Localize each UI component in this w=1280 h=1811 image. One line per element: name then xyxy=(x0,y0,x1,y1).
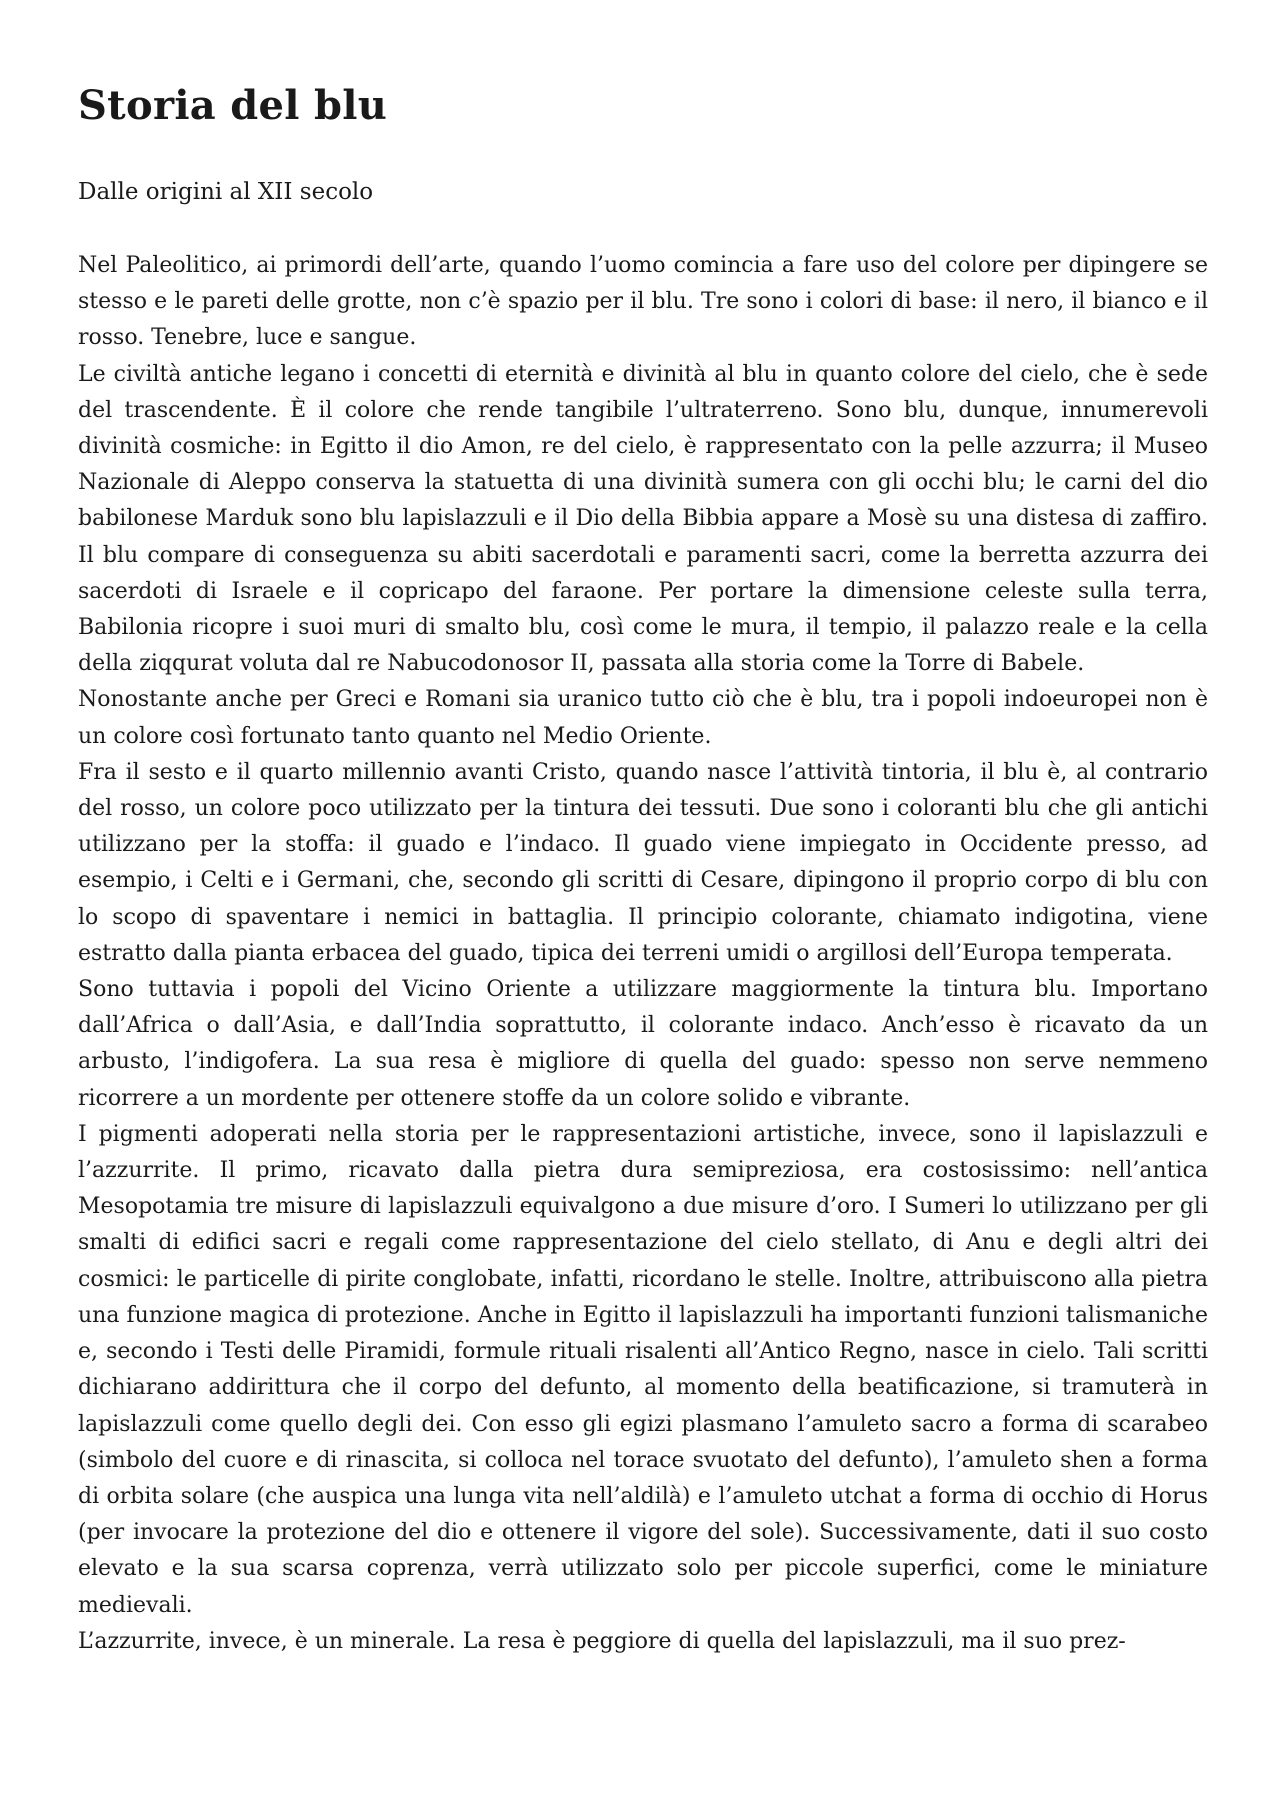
paragraph-paleolitico: Nel Paleolitico, ai primordi dell’arte, quando l’uomo comincia a fare uso del colore per dipingere se stesso e le pareti delle grotte, non c’è spazio per il blu. Tre sono i colori di base: il nero, il bianco e il rosso. Tenebre, luce e sangue. xyxy=(78,253,1208,351)
document-page xyxy=(78,78,1208,1660)
paragraph-azzurrite: L’azzurrite, invece, è un minerale. La resa è peggiore di quella del lapislazzuli, ma il suo prez- xyxy=(78,1628,1126,1654)
paragraph-tintoria: Fra il sesto e il quarto millennio avanti Cristo, quando nasce l’attività tintoria, il blu è, al contrario del rosso, un colore poco utilizzato per la tintura dei tessuti. Due sono i coloranti blu che gli antichi utilizzano per la stoffa: il guado e l’indaco. Il guado viene impiegato in Occidente presso, ad esempio, i Celti e i Germani, che, secondo gli scritti di Cesare, dipingono il proprio corpo di blu con lo scopo di spaventare i nemici in battaglia. Il principio colorante, chiamato indigotina, viene estratto dalla pianta erbacea del guado, tipica dei terreni umidi o argillosi dell’Europa temperata. xyxy=(78,759,1208,966)
document-subtitle: Dalle origini al XII secolo xyxy=(78,179,374,205)
document-body xyxy=(78,248,1208,1660)
document-title: Storia del blu xyxy=(78,82,388,129)
paragraph-vicino-oriente: Sono tuttavia i popoli del Vicino Oriente a utilizzare maggiormente la tintura blu. Importano dall’Africa o dall’Asia, e dall’India soprattutto, il colorante indaco. Anch’esso è ricavato da un arbusto, l’indigofera. La sua resa è migliore di quella del guado: spesso non serve nemmeno ricorrere a un mordente per ottenere stoffe da un colore solido e vibrante. xyxy=(78,977,1208,1111)
paragraph-civilta-antiche: Le civiltà antiche legano i concetti di eternità e divinità al blu in quanto colore del cielo, che è sede del trascendente. È il colore che rende tangibile l’ultraterreno. Sono blu, dunque, innumerevoli divinità cosmiche: in Egitto il dio Amon, re del cielo, è rappresentato con la pelle azzurra; il Museo Nazionale di Aleppo conserva la statuetta di una divinità sumera con gli occhi blu; le carni del dio babilonese Marduk sono blu lapislazzuli e il Dio della Bibbia appare a Mosè su una distesa di zaffiro. Il blu compare di conseguenza su abiti sacerdotali e paramenti sacri, come la berretta azzurra dei sacerdoti di Israele e il copricapo del faraone. Per portare la dimensione celeste sulla terra, Babilonia ricopre i suoi muri di smalto blu, così come le mura, il tempio, il palazzo reale e la cella della ziqqurat voluta dal re Nabucodonosor II, passata alla storia come la Torre di Babele. xyxy=(78,361,1208,677)
paragraph-pigmenti: I pigmenti adoperati nella storia per le rappresentazioni artistiche, invece, sono il lapislazzuli e l’azzurrite. Il primo, ricavato dalla pietra dura semipreziosa, era costosissimo: nell’antica Mesopotamia tre misure di lapislazzuli equivalgono a due misure d’oro. I Sumeri lo utilizzano per gli smalti di edifici sacri e regali come rappresentazione del cielo stellato, di Anu e degli altri dei cosmici: le particelle di pirite conglobate, infatti, ricordano le stelle. Inoltre, attribuiscono alla pietra una funzione magica di protezione. Anche in Egitto il lapislazzuli ha importanti funzioni talismaniche e, secondo i Testi delle Piramidi, formule rituali risalenti all’Antico Regno, nasce in cielo. Tali scritti dichiarano addirittura che il corpo del defunto, al momento della beatificazione, si tramuterà in lapislazzuli come quello degli dei. Con esso gli egizi plasmano l’amuleto sacro a forma di scarabeo (simbolo del cuore e di rinascita, si colloca nel torace svuotato del defunto), l’amuleto shen a forma di orbita solare (che auspica una lunga vita nell’aldilà) e l’amuleto utchat a forma di occhio di Horus (per invocare la protezione del dio e ottenere il vigore del sole). Successivamente, dati il suo costo elevato e la sua scarsa coprenza, verrà utilizzato solo per piccole superfici, come le miniature medievali. xyxy=(78,1121,1208,1618)
paragraph-greci-romani: Nonostante anche per Greci e Romani sia uranico tutto ciò che è blu, tra i popoli indoeuropei non è un colore così fortunato tanto quanto nel Medio Oriente. xyxy=(78,687,1208,749)
